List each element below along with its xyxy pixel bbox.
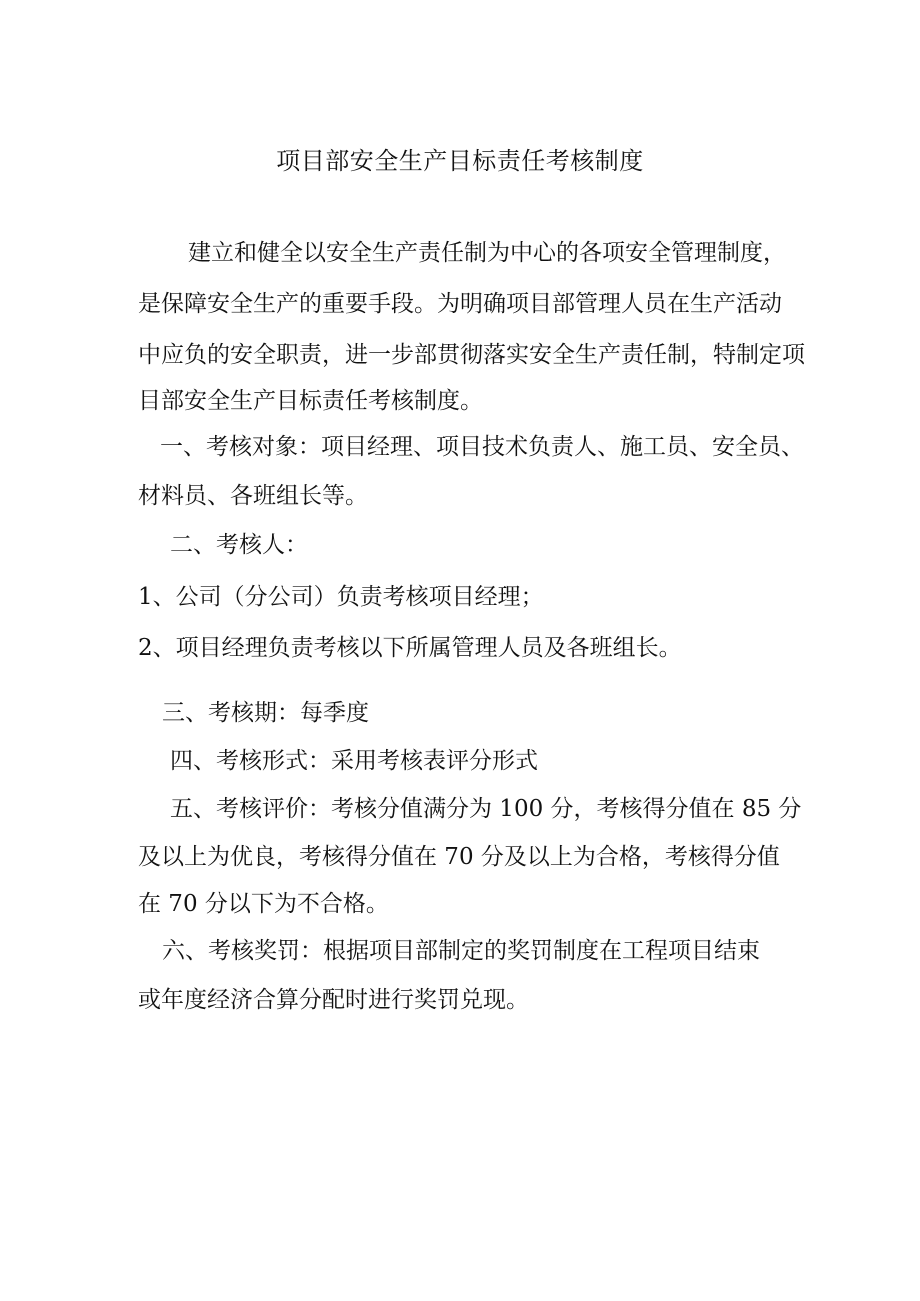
section5-line-3: 在 70 分以下为不合格。 bbox=[138, 891, 389, 917]
section2-item-1: 1、公司（分公司）负责考核项目经理； bbox=[138, 584, 544, 610]
section1-line-1: 一、考核对象：项目经理、项目技术负责人、施工员、安全员、 bbox=[160, 434, 804, 460]
document-title: 项目部安全生产目标责任考核制度 bbox=[276, 147, 644, 175]
intro-line-4: 目部安全生产目标责任考核制度。 bbox=[138, 388, 483, 414]
intro-line-3: 中应负的安全职责，进一步部贯彻落实安全生产责任制，特制定项 bbox=[138, 342, 805, 368]
section6-line-2: 或年度经济合算分配时进行奖罚兑现。 bbox=[138, 987, 529, 1013]
section2-item-2: 2、项目经理负责考核以下所属管理人员及各班组长。 bbox=[138, 635, 682, 661]
intro-line-2: 是保障安全生产的重要手段。为明确项目部管理人员在生产活动 bbox=[138, 291, 782, 317]
section5-line-2: 及以上为优良，考核得分值在 70 分及以上为合格，考核得分值 bbox=[138, 844, 780, 870]
section2-heading: 二、考核人： bbox=[170, 532, 308, 558]
section6-line-1: 六、考核奖罚：根据项目部制定的奖罚制度在工程项目结束 bbox=[162, 938, 760, 964]
intro-line-1: 建立和健全以安全生产责任制为中心的各项安全管理制度， bbox=[188, 240, 786, 266]
section-assessment-period: 三、考核期：每季度 bbox=[162, 700, 369, 726]
section1-line-2: 材料员、各班组长等。 bbox=[138, 483, 368, 509]
section-assessment-form: 四、考核形式：采用考核表评分形式 bbox=[170, 748, 538, 774]
section5-line-1: 五、考核评价：考核分值满分为 100 分，考核得分值在 85 分 bbox=[170, 796, 802, 822]
